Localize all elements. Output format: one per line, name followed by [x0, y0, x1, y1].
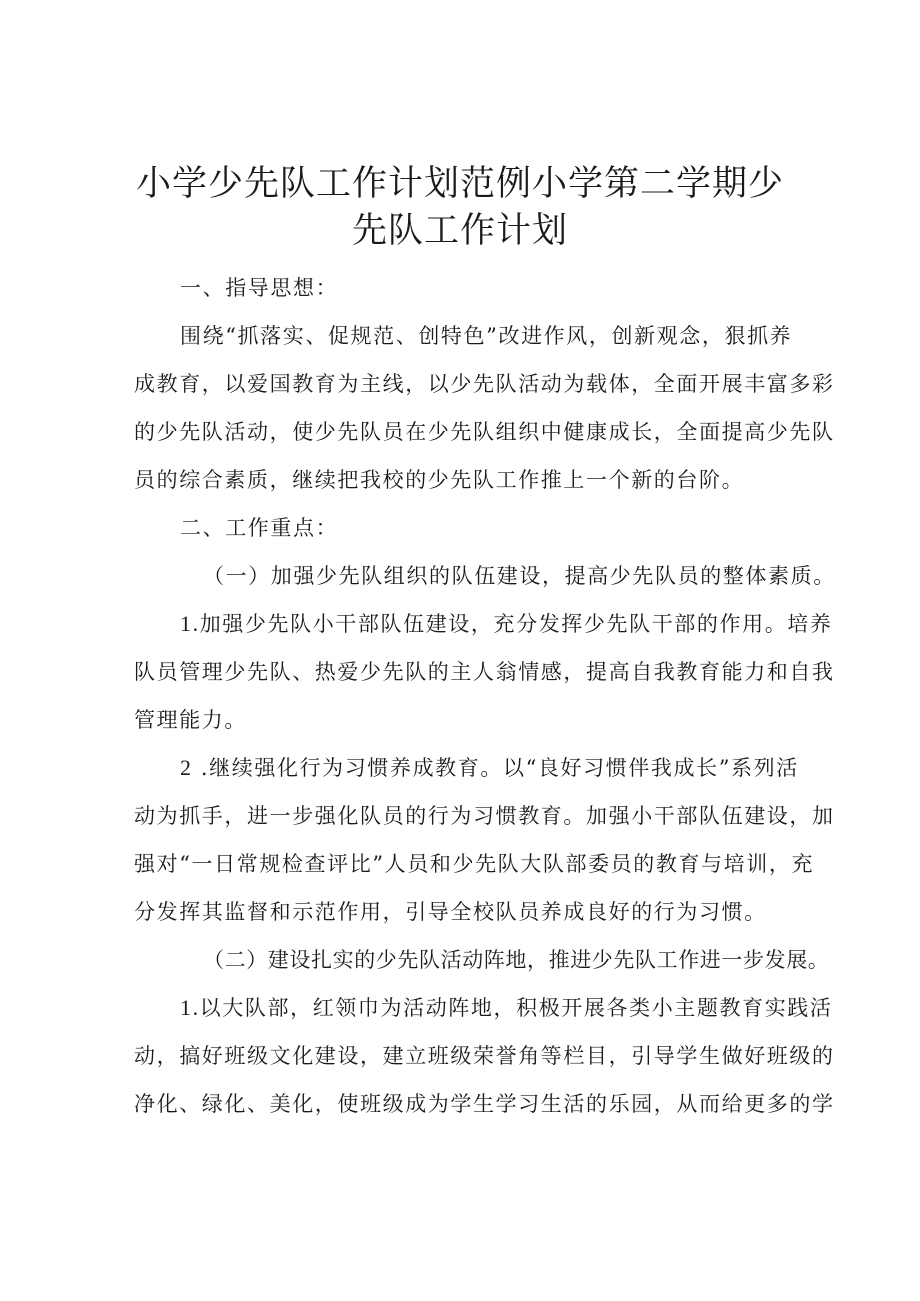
paragraph-line: 净化、绿化、美化，使班级成为学生学习生活的乐园，从而给更多的学 — [134, 1092, 835, 1116]
subsection-heading-2: （二）建设扎实的少先队活动阵地，推进少先队工作进一步发展。 — [203, 948, 830, 972]
paragraph-text: 以大队部，红领巾为活动阵地，积极开展各类小主题教育实践活 — [199, 996, 833, 1020]
paragraph-line: 动为抓手，进一步强化队员的行为习惯教育。加强小干部队伍建设，加 — [134, 804, 835, 828]
item-number: 2 — [180, 755, 193, 780]
paragraph-line — [180, 754, 860, 782]
paragraph-line — [180, 610, 860, 638]
paragraph-line: 分发挥其监督和示范作用，引导全校队员养成良好的行为习惯。 — [134, 900, 767, 924]
paragraph-line: 动，搞好班级文化建设，建立班级荣誉角等栏目，引导学生做好班级的 — [134, 1044, 835, 1068]
item-number: 1. — [180, 995, 200, 1020]
paragraph-line: 的少先队活动，使少先队员在少先队组织中健康成长，全面提高少先队 — [134, 420, 835, 444]
item-number: 1. — [180, 611, 200, 636]
paragraph-line: 成教育，以爱国教育为主线，以少先队活动为载体，全面开展丰富多彩 — [134, 372, 835, 396]
document-title-line-1: 小学少先队工作计划范例小学第二学期少 — [135, 164, 784, 204]
subsection-heading-1: （一）加强少先队组织的队伍建设，提高少先队员的整体素质。 — [203, 564, 836, 588]
paragraph-line: 围绕“抓落实、促规范、创特色”改进作风，创新观念，狠抓养 — [180, 324, 793, 348]
paragraph-text: .继续强化行为习惯养成教育。以“良好习惯伴我成长”系列活 — [200, 756, 799, 780]
paragraph-line: 强对“一日常规检查评比”人员和少先队大队部委员的教育与培训，充 — [134, 852, 815, 876]
paragraph-text: 加强少先队小干部队伍建设，充分发挥少先队干部的作用。培养 — [199, 612, 833, 636]
document-title-line-2: 先队工作计划 — [351, 211, 568, 251]
paragraph-line: 员的综合素质，继续把我校的少先队工作推上一个新的台阶。 — [134, 468, 745, 492]
paragraph-line: 管理能力。 — [134, 708, 247, 732]
paragraph-line — [180, 994, 860, 1022]
section-heading-guiding-ideology: 一、指导思想： — [180, 276, 339, 300]
paragraph-line: 队员管理少先队、热爱少先队的主人翁情感，提高自我教育能力和自我 — [134, 660, 835, 684]
section-heading-work-focus: 二、工作重点： — [180, 516, 339, 540]
